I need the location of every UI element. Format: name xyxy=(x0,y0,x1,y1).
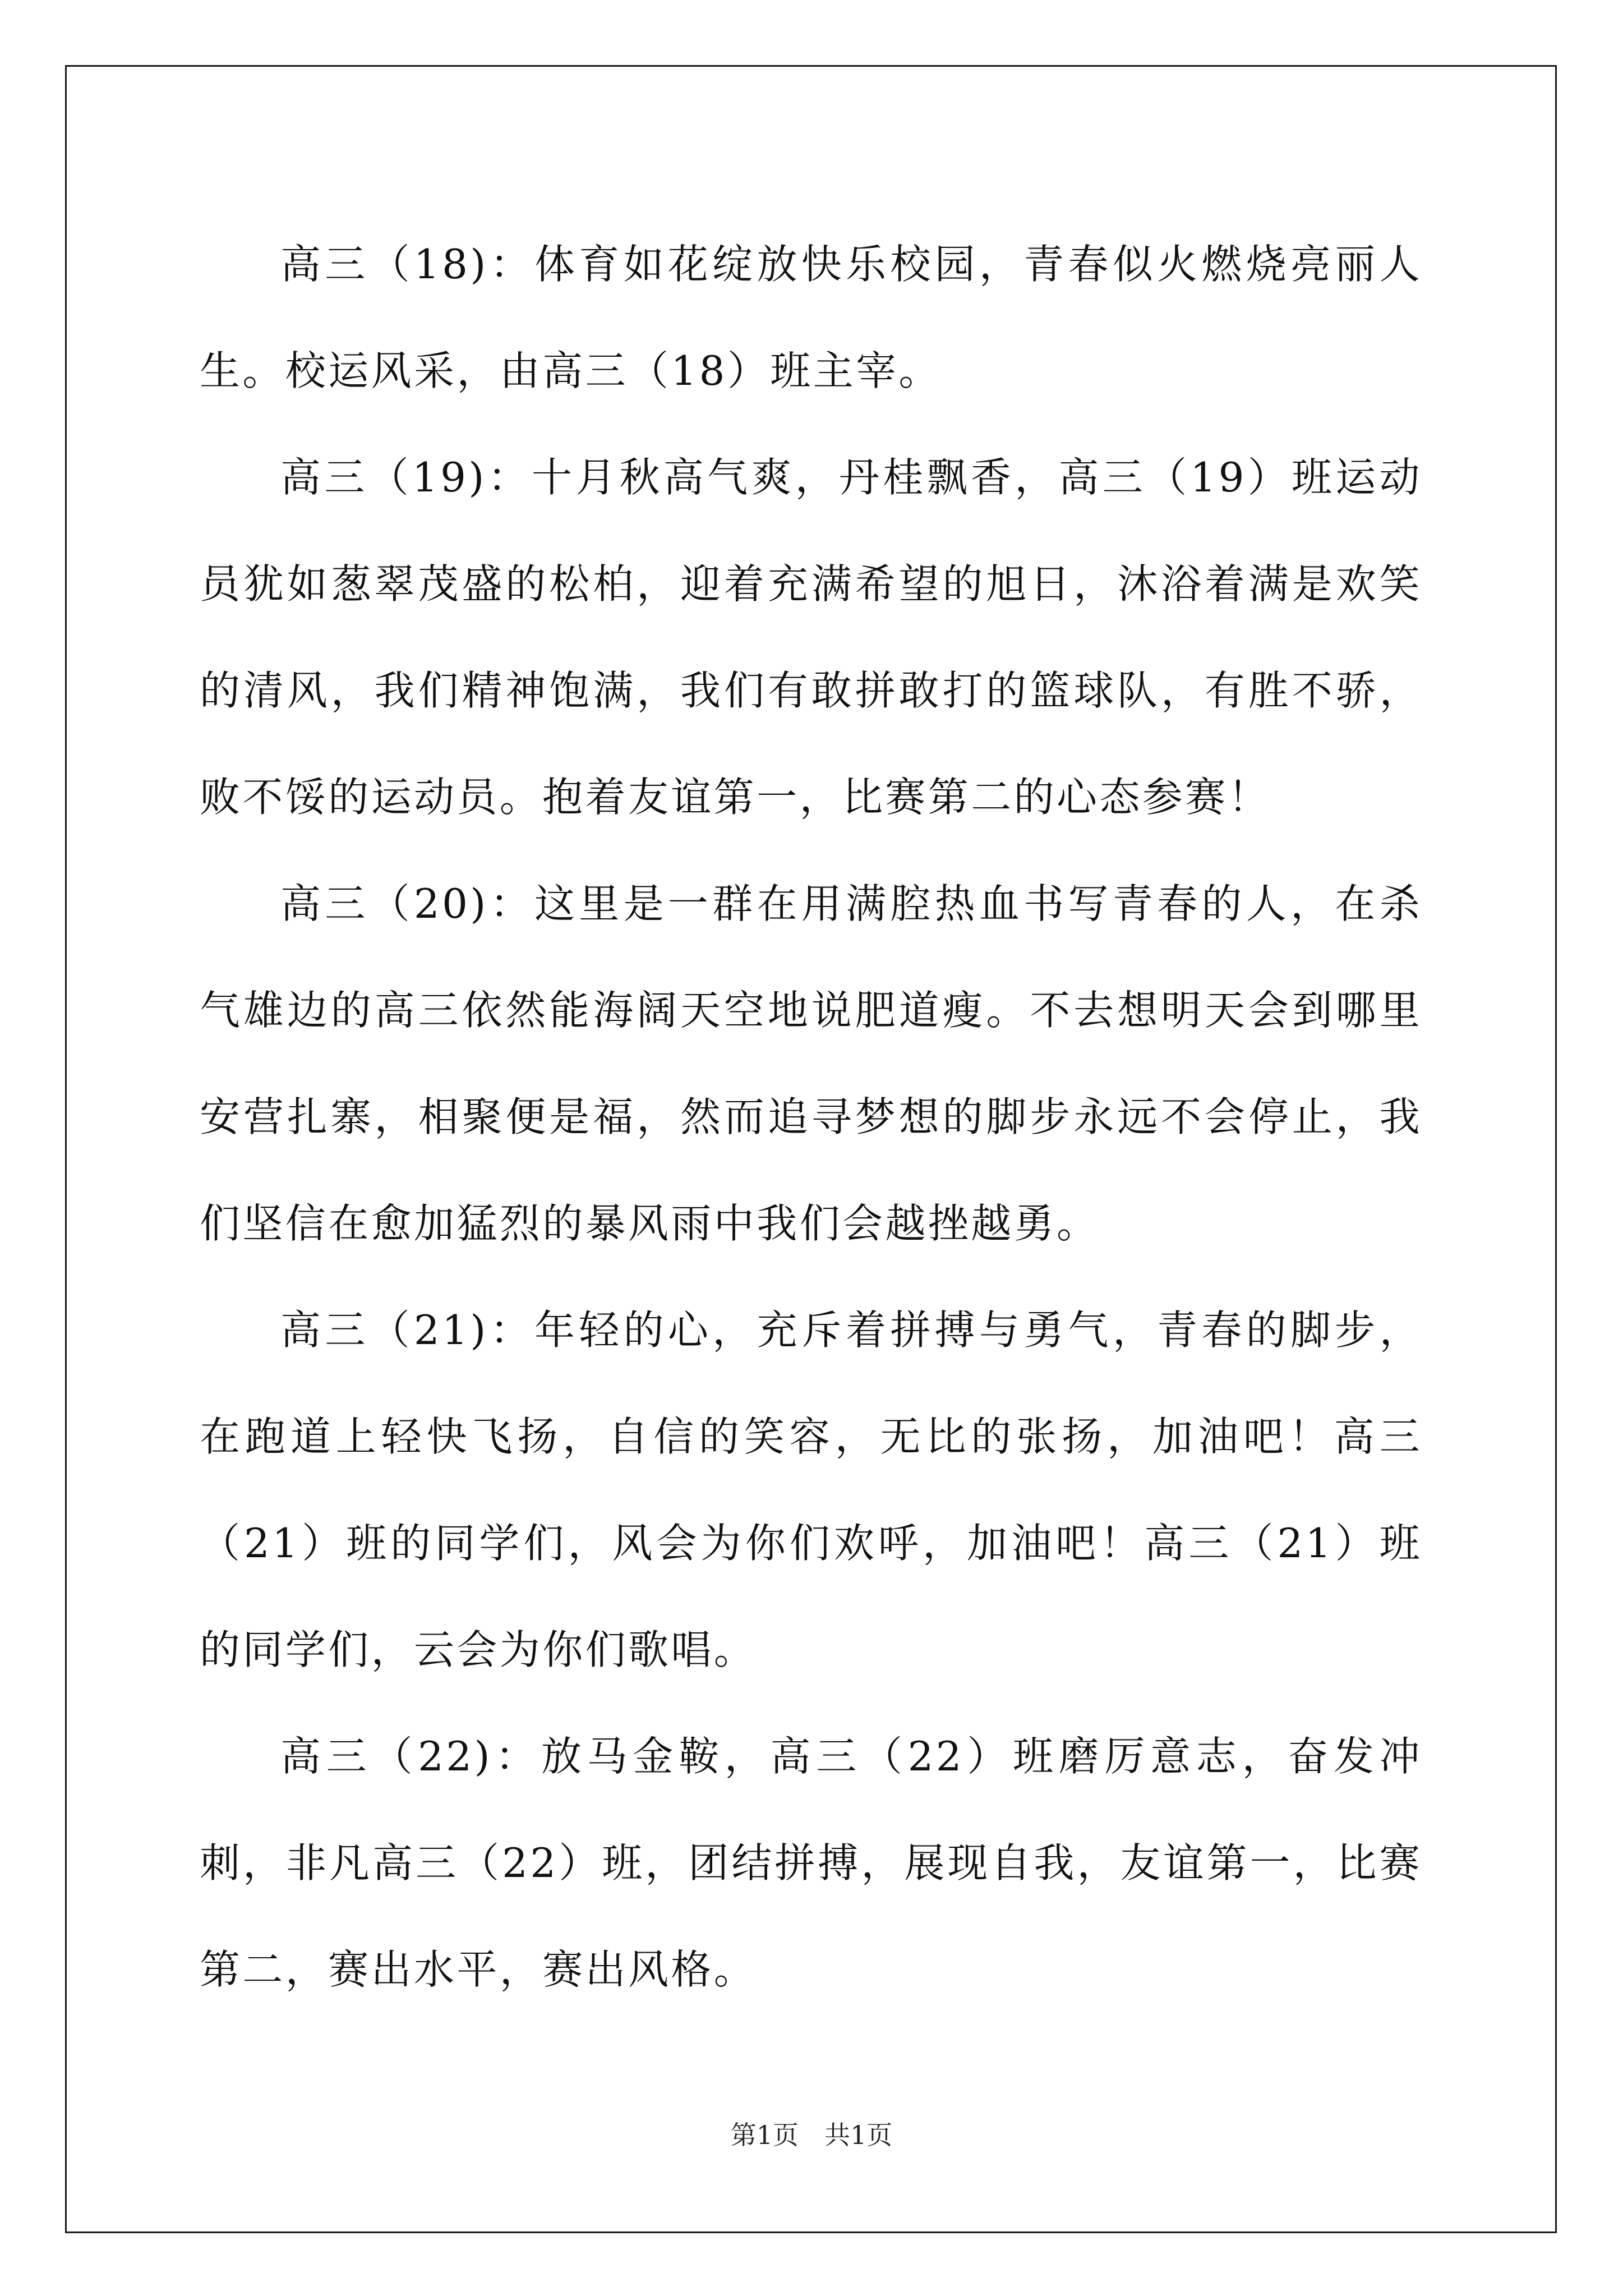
paragraph-class-18: 高三（18)：体育如花绽放快乐校园，青春似火燃烧亮丽人生。校运风采，由高三（18）班主宰。 xyxy=(200,241,1422,394)
page-footer xyxy=(0,2115,1623,2152)
page-number-total: 共1页 xyxy=(824,2120,893,2150)
paragraph-class-19: 高三（19)：十月秋高气爽，丹桂飘香，高三（19）班运动员犹如葱翠茂盛的松柏，迎着充满希望的旭日，沐浴着满是欢笑的清风，我们精神饱满，我们有敢拼敢打的篮球队，有胜不骄，败不馁的运动员。抱着友谊第一，比赛第二的心态参赛！ xyxy=(200,454,1422,821)
page-number-current: 第1页 xyxy=(730,2120,799,2150)
document-body xyxy=(200,211,1422,2023)
paragraph-class-22: 高三（22)：放马金鞍，高三（22）班磨厉意志，奋发冲刺，非凡高三（22）班，团结拼搏，展现自我，友谊第一，比赛第二，赛出水平，赛出风格。 xyxy=(200,1733,1422,1993)
paragraph-class-21: 高三（21)：年轻的心，充斥着拼搏与勇气，青春的脚步，在跑道上轻快飞扬，自信的笑容，无比的张扬，加油吧！高三（21）班的同学们，风会为你们欢呼，加油吧！高三（21）班的同学们，云会为你们歌唱。 xyxy=(200,1306,1422,1673)
paragraph-class-20: 高三（20)：这里是一群在用满腔热血书写青春的人，在杀气雄边的高三依然能海阔天空地说肥道瘦。不去想明天会到哪里安营扎寨，相聚便是福，然而追寻梦想的脚步永远不会停止，我们坚信在愈加猛烈的暴风雨中我们会越挫越勇。 xyxy=(200,880,1422,1247)
